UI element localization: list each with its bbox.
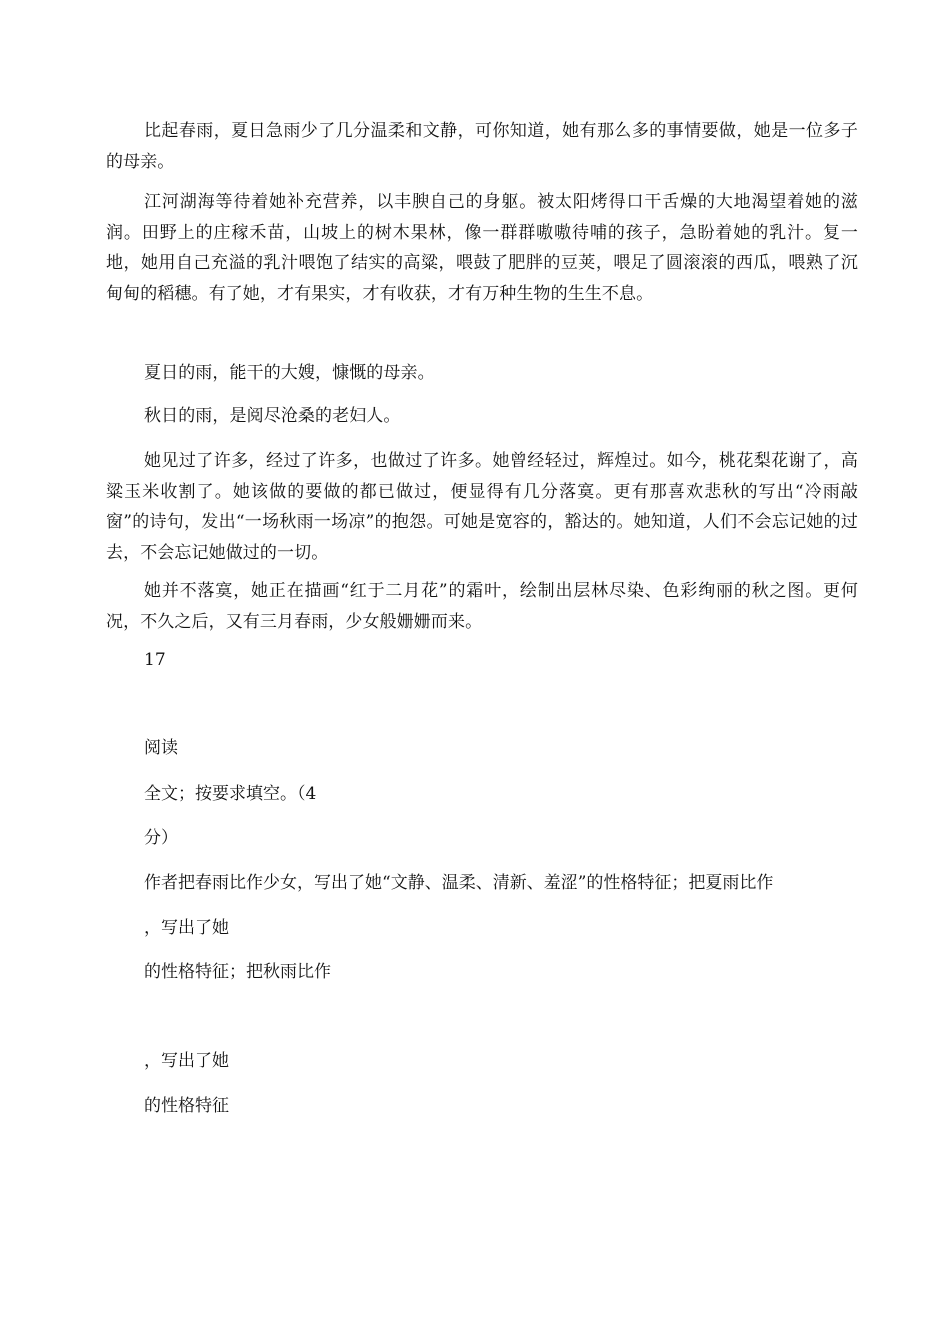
paragraph-autumn-rain-past: 她见过了许多，经过了许多，也做过了许多。她曾经轻过，辉煌过。如今，桃花梨花谢了，高粱玉米收割了。她该做的要做的都已做过，便显得有几分落寞。更有那喜欢悲秋的写出“冷雨敲窗”的诗句，发出“一场秋雨一场凉”的抱怨。可她是宽容的，豁达的。她知道，人们不会忘记她的过去，不会忘记她做过的一切。 <box>106 451 858 563</box>
question-line-autumn-prompt: 的性格特征；把秋雨比作 <box>144 962 331 982</box>
question-line-blank-summer: ，写出了她 <box>144 918 229 938</box>
question-line-read: 阅读 <box>144 738 178 758</box>
paragraph-summer-rain-intro: 比起春雨，夏日急雨少了几分温柔和文静，可你知道，她有那么多的事情要做，她是一位多子的母亲。 <box>106 121 858 172</box>
paragraph-summer-rain-summary: 夏日的雨，能干的大嫂，慷慨的母亲。 <box>144 363 435 383</box>
paragraph-autumn-rain-intro: 秋日的雨，是阅尽沧桑的老妇人。 <box>144 406 401 426</box>
question-line-instruction: 全文；按要求填空。（4 <box>144 784 317 804</box>
question-line-ending: 的性格特征 <box>144 1096 229 1116</box>
paragraph-summer-rain-mother: 江河湖海等待着她补充营养，以丰腴自己的身躯。被太阳烤得口干舌燥的大地渴望着她的滋润。田野上的庄稼禾苗，山坡上的树木果林，像一群群嗷嗷待哺的孩子，急盼着她的乳汁。复一地，她用自己充溢的乳汁喂饱了结实的高粱，喂鼓了肥胖的豆荚，喂足了圆滚滚的西瓜，喂熟了沉甸甸的稻穗。有了她，才有果实，才有收获，才有万种生物的生生不息。 <box>106 192 858 304</box>
question-line-spring-rain: 作者把春雨比作少女，写出了她“文静、温柔、清新、羞涩”的性格特征；把夏雨比作 <box>144 873 774 893</box>
paragraph-autumn-rain-image: 她并不落寞，她正在描画“红于二月花”的霜叶，绘制出层林尽染、色彩绚丽的秋之图。更何况，不久之后，又有三月春雨，少女般姗姗而来。 <box>106 581 858 632</box>
question-line-blank-autumn: ，写出了她 <box>144 1051 229 1071</box>
question-line-score: 分） <box>144 828 178 848</box>
question-number: 17 <box>144 650 166 670</box>
